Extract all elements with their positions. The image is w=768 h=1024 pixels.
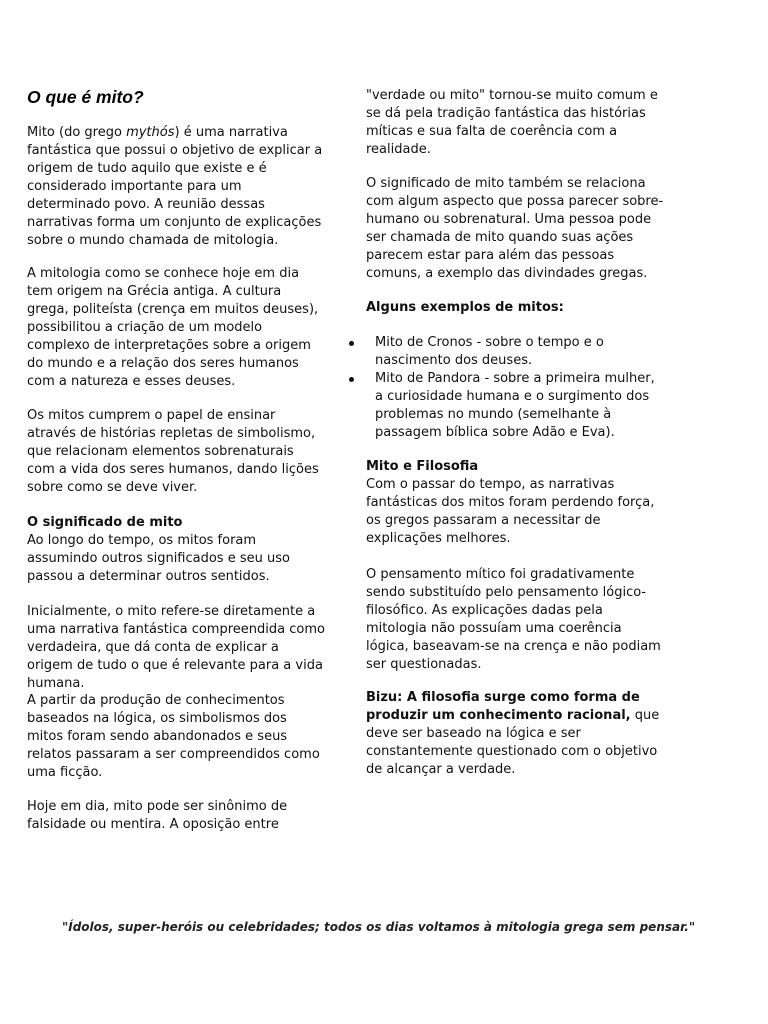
paragraph-text: que deve ser baseado na lógica e ser constantemente questionado com o objetivo de alcançar a verdade. <box>366 708 660 777</box>
heading-filosofia: Mito e Filosofia <box>366 459 479 474</box>
paragraph-mitologia: A mitologia como se conhece hoje em dia tem origem na Grécia antiga. A cultura grega, politeísta (crença em muitos deuses), possibilitou a criação de um modelo complexo de interpretações sobre a origem do mundo e a relação dos seres humanos com a natureza e esses deuses. <box>27 266 319 389</box>
list-item <box>366 370 666 442</box>
heading-significado: O significado de mito <box>27 515 183 530</box>
paragraph-a-partir: A partir da produção de conhecimentos baseados na lógica, os simbolismos dos mitos foram sendo abandonados e seus relatos passaram a ser compreendidos como uma ficção. <box>27 693 320 780</box>
paragraph-verdade-ou-mito: "verdade ou mito" tornou-se muito comum e se dá pela tradição fantástica das histórias míticas e sua falta de coerência com a realidade. <box>366 88 658 157</box>
paragraph-pensamento-mitico: O pensamento mítico foi gradativamente sendo substituído pelo pensamento lógico-filosófico. As explicações dadas pela mitologia não possuíam uma coerência lógica, baseavam-se na crença e não podiam ser questionadas. <box>366 567 661 672</box>
list-item-text: Mito de Cronos - sobre o tempo e o nascimento dos deuses. <box>375 335 604 368</box>
paragraph-sobre-humano: O significado de mito também se relaciona com algum aspecto que possa parecer sobre-humano ou sobrenatural. Uma pessoa pode ser chamada de mito quando suas ações parecem estar para além das pessoas comuns, a exemplo das divindades gregas. <box>366 176 664 281</box>
heading-exemplos: Alguns exemplos de mitos: <box>366 300 564 315</box>
page-title: O que é mito? <box>27 87 144 107</box>
footer-quote: "Ídolos, super-heróis ou celebridades; todos os dias voltamos à mitologia grega sem pensar." <box>62 920 696 934</box>
paragraph-definicao <box>27 124 325 250</box>
paragraph-inicialmente: Inicialmente, o mito refere-se diretamente a uma narrativa fantástica compreendida como verdadeira, que dá conta de explicar a origem de tudo o que é relevante para a vida humana. <box>27 604 325 691</box>
bullet-icon <box>349 341 354 346</box>
paragraph-hoje: Hoje em dia, mito pode ser sinônimo de falsidade ou mentira. A oposição entre <box>27 799 288 832</box>
greek-term: mythós <box>126 125 175 140</box>
paragraph-bizu <box>366 689 666 779</box>
paragraph-text: Mito (do grego <box>27 125 127 140</box>
paragraph-papel: Os mitos cumprem o papel de ensinar através de histórias repletas de simbolismo, que relacionam elementos sobrenaturais com a vida dos seres humanos, dando lições sobre como se deve viver. <box>27 408 319 495</box>
bizu-highlight: Bizu: A filosofia surge como forma de produzir um conhecimento racional, <box>366 690 640 723</box>
bullet-icon <box>349 377 354 382</box>
paragraph-ao-longo: Ao longo do tempo, os mitos foram assumindo outros significados e seu uso passou a determinar outros sentidos. <box>27 533 290 584</box>
mitos-list <box>366 334 666 442</box>
paragraph-text: ) é uma narrativa fantástica que possui o objetivo de explicar a origem de tudo aquilo que existe e é considerado importante para um determinado povo. A reunião dessas narrativas forma um conjunto de explicações sobre o mundo chamada de mitologia. <box>27 125 323 248</box>
list-item-text: Mito de Pandora - sobre a primeira mulher, a curiosidade humana e o surgimento dos problemas no mundo (semelhante à passagem bíblica sobre Adão e Eva). <box>375 371 655 440</box>
paragraph-passar-do-tempo: Com o passar do tempo, as narrativas fantásticas dos mitos foram perdendo força, os gregos passaram a necessitar de explicações melhores. <box>366 477 655 546</box>
list-item <box>366 334 666 370</box>
